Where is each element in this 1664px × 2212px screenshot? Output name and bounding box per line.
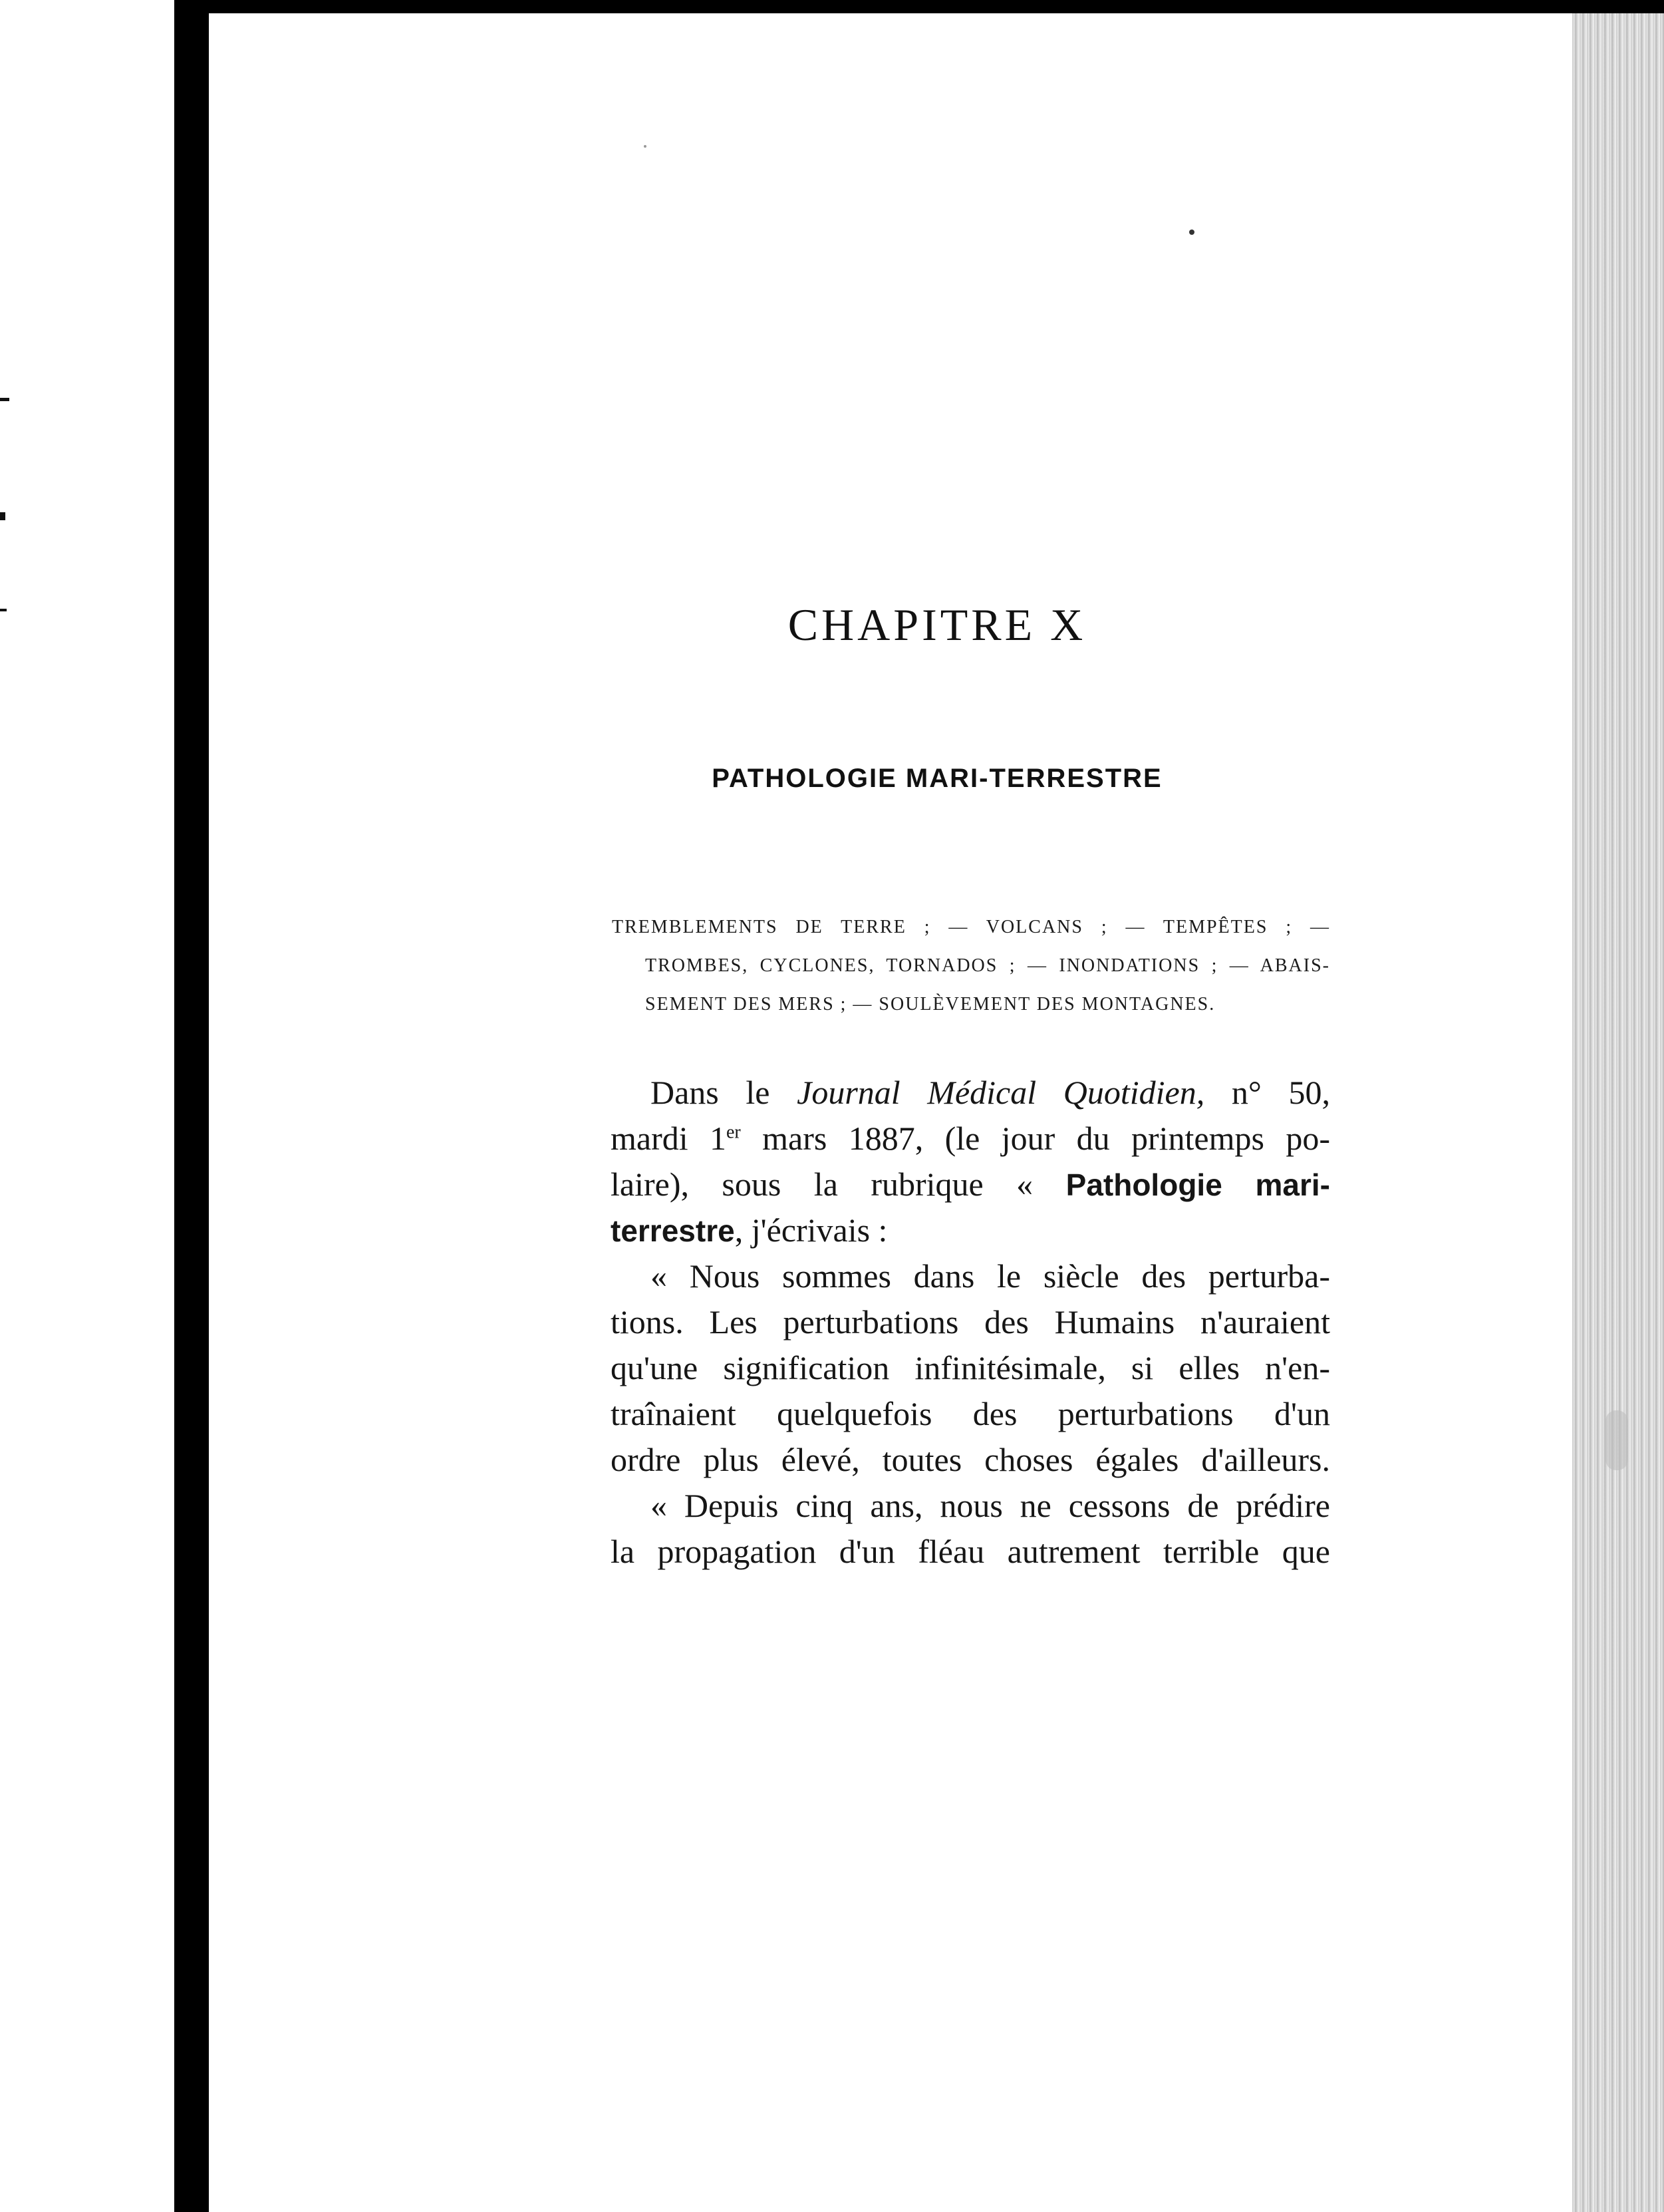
page-edges	[1572, 13, 1664, 2212]
margin-mark	[0, 609, 7, 611]
text-line: qu'une signification infinitésimale, si elles n'en-	[611, 1349, 1330, 1386]
book-spine	[174, 0, 209, 2212]
text-line: terrestre, j'écrivais :	[611, 1211, 888, 1249]
rubric-title: terrestre	[611, 1213, 735, 1248]
chapter-summary	[612, 908, 1330, 1024]
rubric-title: Pathologie mari-	[1065, 1168, 1330, 1202]
journal-title: Journal Médical Quotidien,	[797, 1074, 1205, 1111]
text-line: mardi 1er mars 1887, (le jour du printemps po-	[611, 1120, 1330, 1157]
body-text	[611, 1070, 1330, 1575]
summary-line: TROMBES, CYCLONES, TORNADOS ; — INONDATIONS ; — ABAIS-	[645, 955, 1330, 976]
margin-mark	[0, 398, 9, 401]
summary-line: TREMBLEMENTS DE TERRE ; — VOLCANS ; — TEMPÊTES ; —	[612, 917, 1330, 937]
left-margin	[0, 0, 174, 2212]
text-line: « Depuis cinq ans, nous ne cessons de prédire	[650, 1487, 1330, 1524]
text-line: « Nous sommes dans le siècle des perturba-	[650, 1257, 1330, 1295]
text-line: ordre plus élevé, toutes choses égales d'ailleurs.	[611, 1441, 1330, 1478]
text-line: Dans le Journal Médical Quotidien, n° 50,	[650, 1074, 1330, 1111]
text-line: laire), sous la rubrique « Pathologie mari-	[611, 1166, 1330, 1203]
page	[209, 13, 1572, 2212]
text-line: traînaient quelquefois des perturbations d'un	[611, 1395, 1330, 1432]
speck	[644, 145, 646, 148]
chapter-heading: CHAPITRE X	[787, 599, 1087, 650]
text-line: tions. Les perturbations des Humains n'auraient	[611, 1303, 1330, 1341]
margin-mark	[0, 512, 5, 520]
section-title: PATHOLOGIE MARI-TERRESTRE	[712, 764, 1163, 793]
speck	[1189, 230, 1194, 235]
summary-line: SEMENT DES MERS ; — SOULÈVEMENT DES MONTAGNES.	[645, 994, 1216, 1015]
text-line: la propagation d'un fléau autrement terrible que	[611, 1533, 1330, 1570]
